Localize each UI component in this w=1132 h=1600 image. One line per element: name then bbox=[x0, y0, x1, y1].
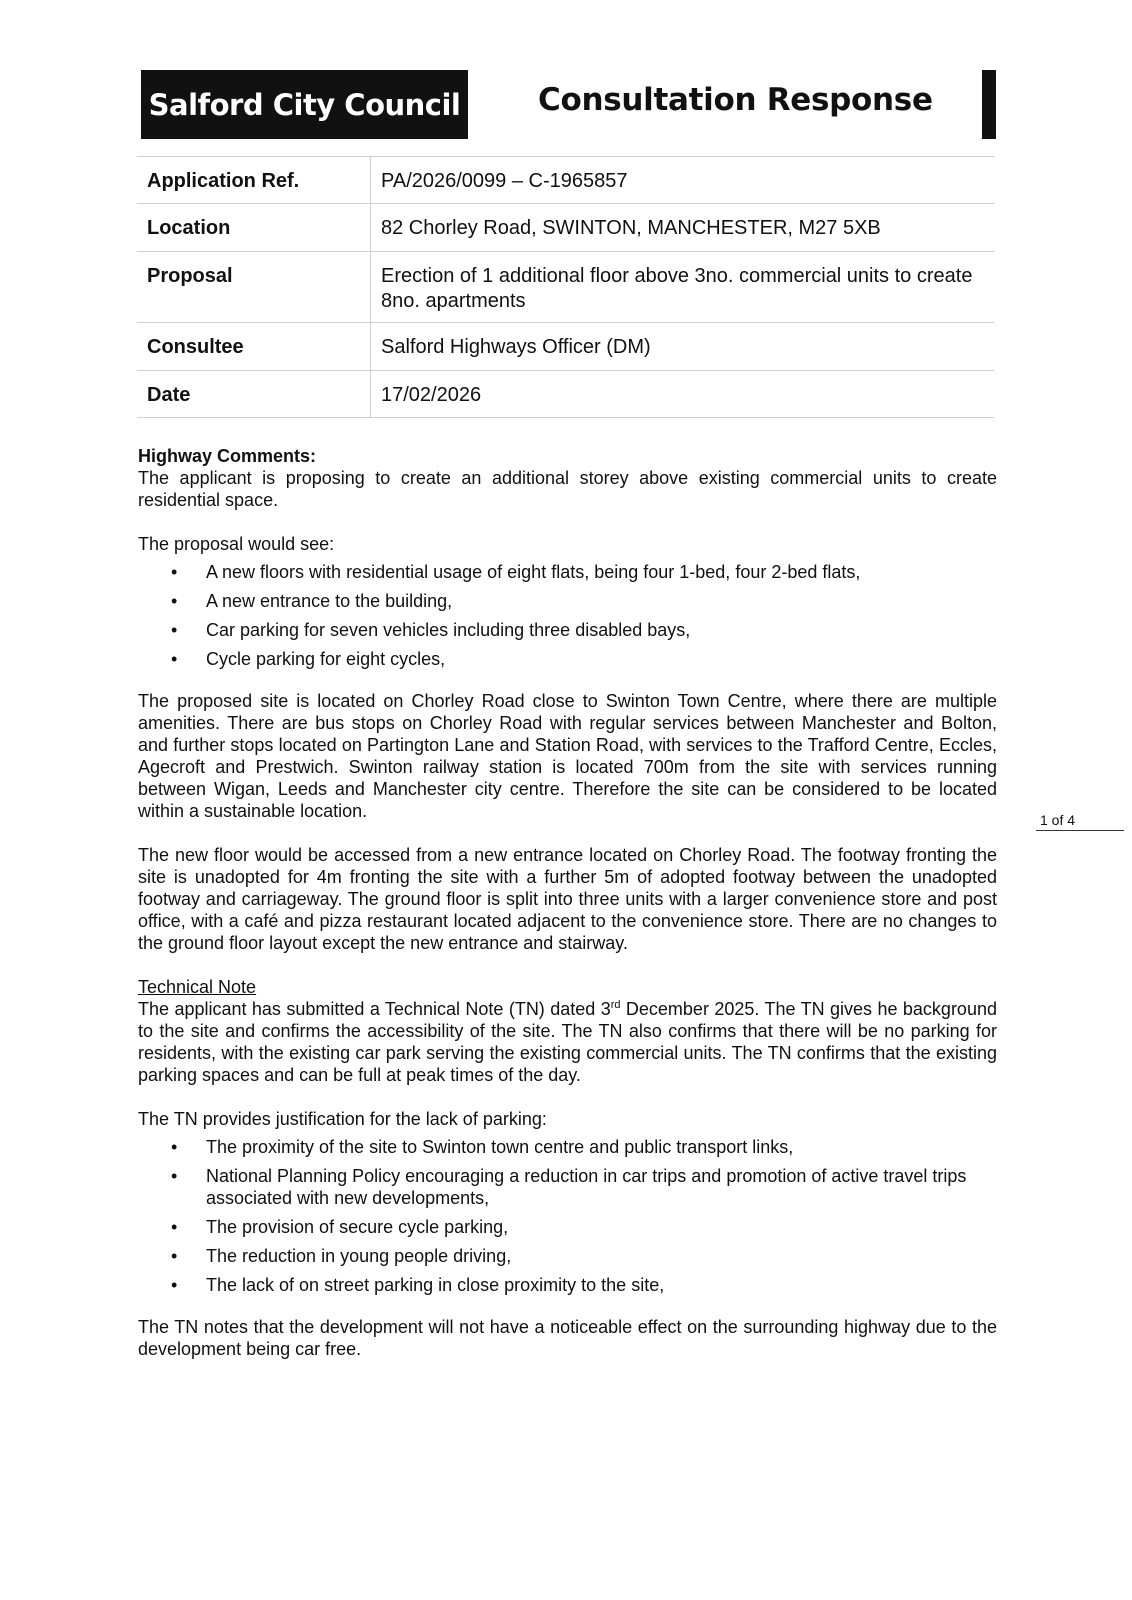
tn-text-start: The applicant has submitted a Technical Note (TN) dated 3 bbox=[138, 999, 611, 1019]
list-item: • National Planning Policy encouraging a reduction in car trips and promotion of active travel trips associated with new developments, bbox=[138, 1165, 997, 1209]
list-item: • Cycle parking for eight cycles, bbox=[138, 648, 997, 670]
technical-note-paragraph bbox=[138, 998, 997, 1086]
row-value: Erection of 1 additional floor above 3no. commercial units to create 8no. apartments bbox=[381, 265, 973, 312]
list-item: • The proximity of the site to Swinton town centre and public transport links, bbox=[138, 1136, 997, 1158]
table-row bbox=[137, 157, 994, 204]
access-paragraph: The new floor would be accessed from a new entrance located on Chorley Road. The footway fronting the site is unadopted for 4m fronting the site with a further 5m of adopted footway between the unadopted footway and carriageway. The ground floor is split into three units with a larger convenience store and post office, with a café and pizza restaurant located adjacent to the convenience store. There are no changes to the ground floor layout except the new entrance and stairway. bbox=[138, 845, 997, 953]
list-item: • Car parking for seven vehicles including three disabled bays, bbox=[138, 619, 997, 641]
table-row bbox=[137, 371, 994, 418]
body-text bbox=[138, 445, 997, 1382]
list-item: • A new entrance to the building, bbox=[138, 590, 997, 612]
proposal-lead: The proposal would see: bbox=[138, 534, 335, 554]
list-item: • The provision of secure cycle parking, bbox=[138, 1216, 997, 1238]
row-label: Date bbox=[137, 371, 371, 418]
table-row bbox=[137, 204, 994, 252]
row-value: 82 Chorley Road, SWINTON, MANCHESTER, M27 5XB bbox=[381, 217, 881, 239]
row-value: Salford Highways Officer (DM) bbox=[381, 336, 651, 358]
document-title: Consultation Response bbox=[538, 82, 933, 118]
section-heading: Highway Comments: bbox=[138, 446, 317, 466]
list-item: • A new floors with residential usage of eight flats, being four 1-bed, four 2-bed flats, bbox=[138, 561, 997, 583]
proposal-list bbox=[138, 561, 997, 670]
list-item: • The lack of on street parking in close proximity to the site, bbox=[138, 1274, 997, 1296]
row-label: Application Ref. bbox=[137, 157, 371, 204]
list-item: • The reduction in young people driving, bbox=[138, 1245, 997, 1267]
tn-text-end: December 2025. The TN gives he background to the site and confirms the accessibility of the site. The TN also confirms that there will be no parking for residents, with the existing car park serving the existing commercial units. The TN confirms that the existing parking spaces and can be full at peak times of the day. bbox=[138, 999, 997, 1085]
row-value: PA/2026/0099 – C-1965857 bbox=[381, 170, 628, 192]
technical-note-heading: Technical Note bbox=[138, 977, 257, 997]
table-row bbox=[137, 252, 994, 323]
table-row bbox=[137, 323, 994, 371]
row-label: Location bbox=[137, 204, 371, 252]
justification-list bbox=[138, 1136, 997, 1296]
application-info-table bbox=[137, 156, 994, 418]
row-value: 17/02/2026 bbox=[381, 384, 482, 406]
intro-paragraph: The applicant is proposing to create an additional storey above existing commercial units to create residential space. bbox=[138, 468, 997, 510]
justification-lead: The TN provides justification for the lack of parking: bbox=[138, 1109, 547, 1129]
page-number-rule bbox=[1036, 830, 1124, 831]
row-label: Proposal bbox=[137, 252, 371, 323]
site-paragraph: The proposed site is located on Chorley Road close to Swinton Town Centre, where there are multiple amenities. There are bus stops on Chorley Road with regular services between Manchester and Bolton, and further stops located on Partington Lane and Station Road, with services to the Trafford Centre, Eccles, Agecroft and Prestwich. Swinton railway station is located 700m from the site with services running between Wigan, Leeds and Manchester city centre. Therefore the site can be considered to be located within a sustainable location. bbox=[138, 691, 997, 821]
tn-superscript: rd bbox=[610, 999, 621, 1011]
page-number: 1 of 4 bbox=[1040, 812, 1076, 828]
council-logo-text: Salford City Council bbox=[148, 87, 461, 122]
conclusion-paragraph: The TN notes that the development will not have a noticeable effect on the surrounding highway due to the development being car free. bbox=[138, 1317, 997, 1359]
council-logo bbox=[141, 70, 468, 139]
header-bar bbox=[982, 70, 996, 139]
row-label: Consultee bbox=[137, 323, 371, 371]
